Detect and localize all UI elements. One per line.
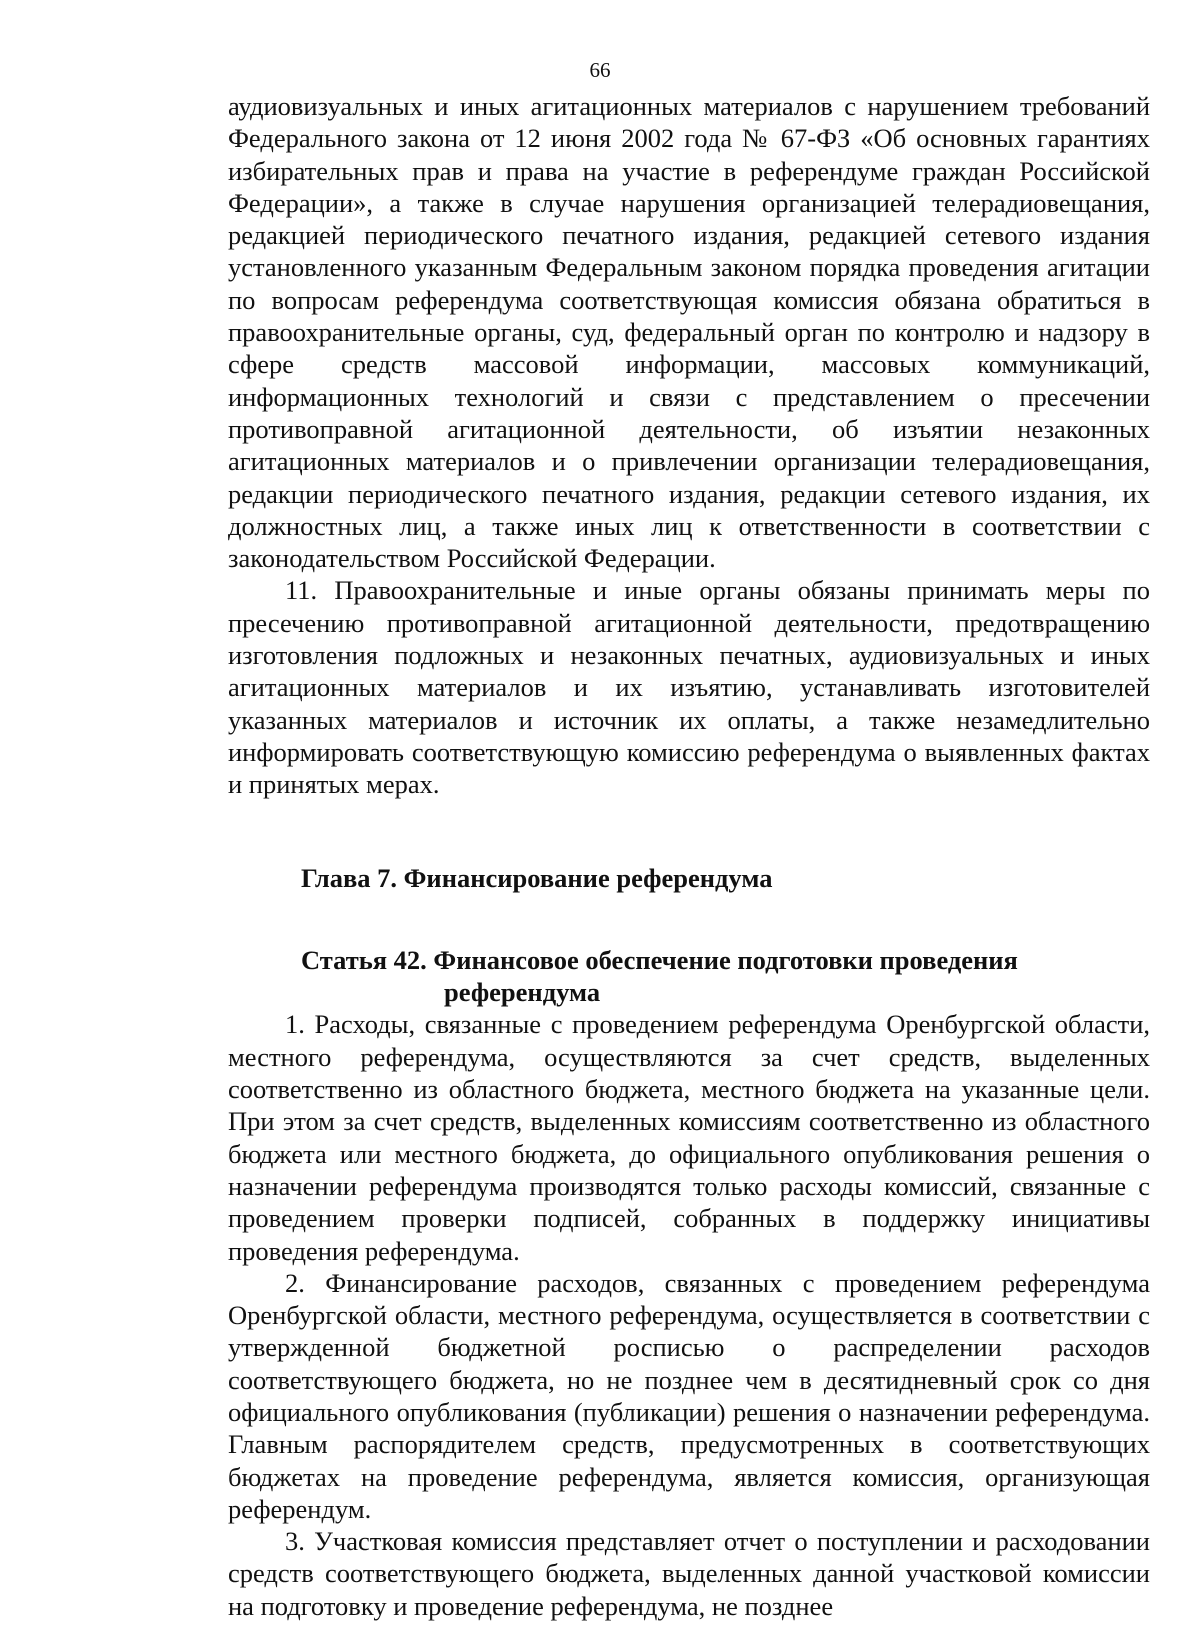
chapter-heading: Глава 7. Финансирование референдума xyxy=(301,862,773,893)
paragraph-continued: аудиовизуальных и иных агитационных материалов с нарушением требований Федерального закона от 12 июня 2002 года № 67-ФЗ «Об основных гарантиях избирательных прав и права на участие в референдуме граждан Российской Федерации», а также в случае нарушения организацией телерадиовещания, редакцией периодического печатного издания, редакцией сетевого издания установленного указанным Федеральным законом порядка проведения агитации по вопросам референдума соответствующая комиссия обязана обратиться в правоохранительные органы, суд, федеральный орган по контролю и надзору в сфере средств массовой информации, массовых коммуникаций, информационных технологий и связи с представлением о пресечении противоправной агитационной деятельности, об изъятии незаконных агитационных материалов и о привлечении организации телерадиовещания, редакции периодического печатного издания, редакции сетевого издания, их должностных лиц, а также иных лиц к ответственности в соответствии с законодательством Российской Федерации. xyxy=(228,91,1150,574)
article-heading xyxy=(228,944,1150,1009)
article-heading-line1: Статья 42. Финансовое обеспечение подготовки проведения xyxy=(301,944,1018,975)
article-paragraph-2: 2. Финансирование расходов, связанных с проведением референдума Оренбургской области, местного референдума, осуществляется в соответствии с утвержденной бюджетной росписью о распределении расходов соответствующего бюджета, но не позднее чем в десятидневный срок со дня официального опубликования (публикации) решения о назначении референдума. Главным распорядителем средств, предусмотренных в соответствующих бюджетах на проведение референдума, является комиссия, организующая референдум. xyxy=(228,1267,1150,1524)
article-paragraph-1: 1. Расходы, связанные с проведением референдума Оренбургской области, местного референдума, осуществляются за счет средств, выделенных соответственно из областного бюджета, местного бюджета на указанные цели. При этом за счет средств, выделенных комиссиям соответственно из областного бюджета или местного бюджета, до официального опубликования решения о назначении референдума производятся только расходы комиссий, связанные с проведением проверки подписей, собранных в поддержку инициативы проведения референдума. xyxy=(228,1009,1150,1266)
document-body xyxy=(228,90,1150,1622)
article-paragraph-3: 3. Участковая комиссия представляет отчет о поступлении и расходовании средств соответствующего бюджета, выделенных данной участковой комиссии на подготовку и проведение референдума, не позднее xyxy=(228,1526,1150,1621)
paragraph-11: 11. Правоохранительные и иные органы обязаны принимать меры по пресечению противоправной агитационной деятельности, предотвращению изготовления подложных и незаконных печатных, аудиовизуальных и иных агитационных материалов и их изъятию, устанавливать изготовителей указанных материалов и источник их оплаты, а также незамедлительно информировать соответствующую комиссию референдума о выявленных фактах и принятых мерах. xyxy=(228,575,1150,800)
article-heading-line2: референдума xyxy=(444,977,601,1008)
page-number: 66 xyxy=(589,58,611,82)
